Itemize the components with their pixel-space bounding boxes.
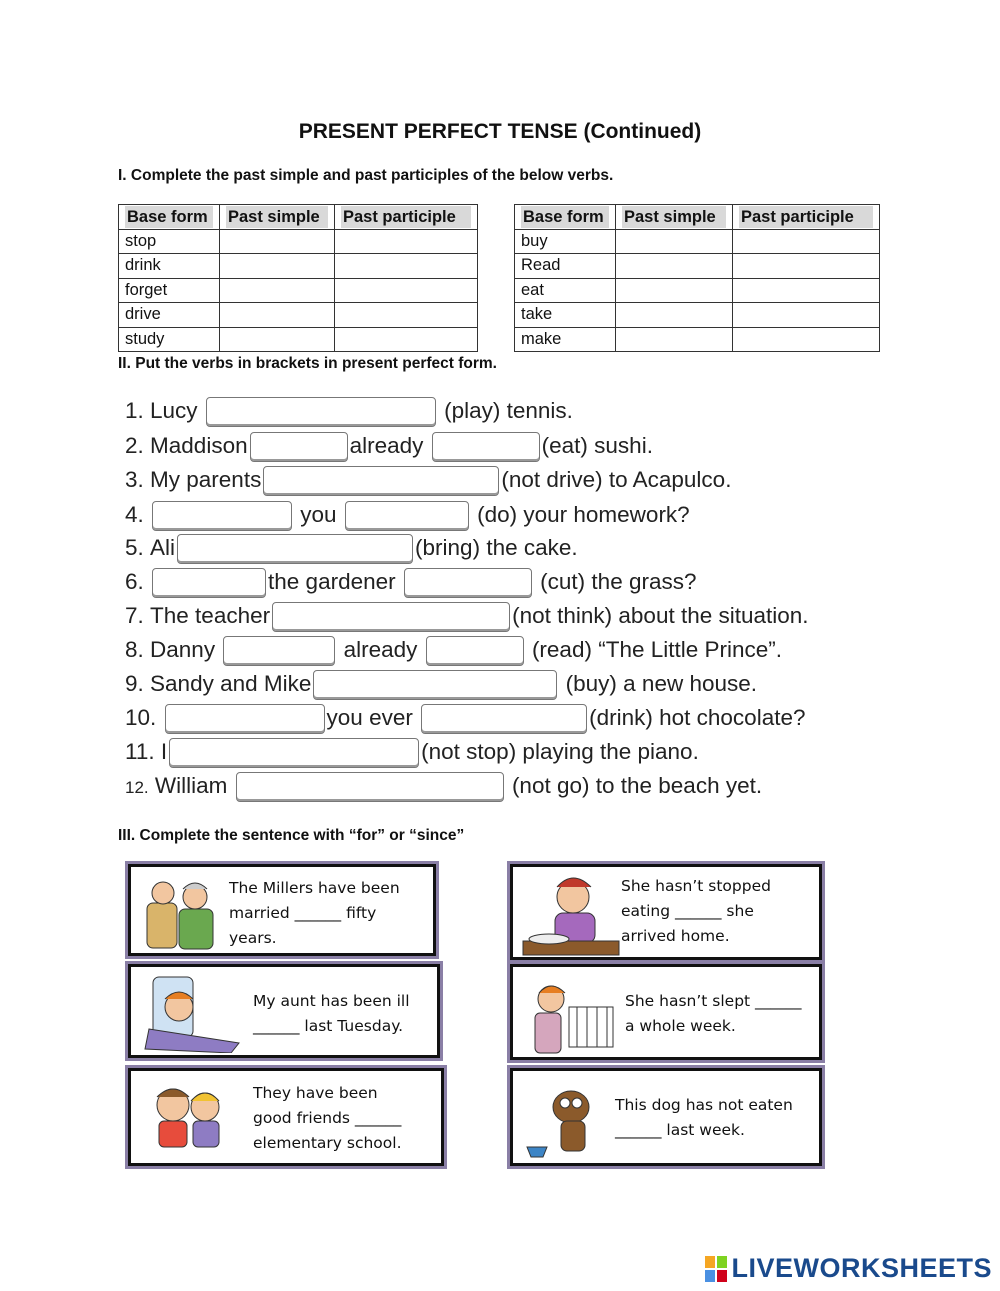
subject-text: The teacher xyxy=(150,603,271,628)
header-base-form: Base form xyxy=(521,206,609,228)
verb-prompt: (not drive) to Acapulco. xyxy=(501,467,732,492)
answer-input[interactable] xyxy=(421,704,587,734)
item-number: 4. xyxy=(125,502,144,527)
subject-text: Maddison xyxy=(150,433,248,458)
past-participle-input[interactable] xyxy=(733,278,880,303)
answer-input[interactable] xyxy=(165,704,325,734)
sentence-card-6 xyxy=(510,1068,822,1166)
answer-input[interactable] xyxy=(250,432,348,462)
base-form-cell: drink xyxy=(119,254,220,279)
base-form-cell: make xyxy=(515,327,616,352)
dog-with-bowl-illustration xyxy=(521,1077,617,1163)
subject-text: Sandy and Mike xyxy=(150,671,312,696)
item-number: 2. xyxy=(125,433,144,458)
middle-text: already xyxy=(343,637,418,662)
section-3-heading: III. Complete the sentence with “for” or “since” xyxy=(118,827,465,844)
middle-text: you ever xyxy=(326,705,413,730)
item-number: 9. xyxy=(125,671,144,696)
item-number: 5. xyxy=(125,535,144,560)
middle-text: you xyxy=(300,502,337,527)
sentence-card-2 xyxy=(510,864,822,960)
header-past-participle: Past participle xyxy=(739,206,873,228)
past-simple-input[interactable] xyxy=(616,303,733,328)
past-simple-input[interactable] xyxy=(220,278,335,303)
item-number: 8. xyxy=(125,637,144,662)
item-number: 3. xyxy=(125,467,144,492)
exercise-line-7 xyxy=(125,599,809,633)
page-title: PRESENT PERFECT TENSE (Continued) xyxy=(298,120,702,143)
answer-input[interactable] xyxy=(206,397,436,427)
past-simple-input[interactable] xyxy=(616,327,733,352)
verb-prompt: (read) “The Little Prince”. xyxy=(531,637,783,662)
subject-text: My parents xyxy=(150,467,262,492)
table-row xyxy=(515,254,880,279)
subject-text: William xyxy=(154,773,228,798)
verb-prompt: (not go) to the beach yet. xyxy=(511,773,763,798)
past-simple-input[interactable] xyxy=(220,254,335,279)
item-number: 11. xyxy=(125,739,155,764)
past-participle-input[interactable] xyxy=(733,254,880,279)
header-past-simple: Past simple xyxy=(622,206,726,228)
sentence-card-5 xyxy=(128,1068,444,1166)
base-form-cell: buy xyxy=(515,229,616,254)
verb-prompt: (not think) about the situation. xyxy=(512,603,809,628)
verb-prompt: (drink) hot chocolate? xyxy=(589,705,806,730)
friends-running-illustration xyxy=(139,1077,239,1163)
sentence-text: She hasn’t slept ______ a whole week. xyxy=(625,992,802,1035)
verb-prompt: (eat) sushi. xyxy=(541,433,653,458)
answer-input[interactable] xyxy=(426,636,524,666)
header-base-form: Base form xyxy=(125,206,213,228)
answer-input[interactable] xyxy=(404,568,532,598)
past-participle-input[interactable] xyxy=(335,229,478,254)
past-participle-input[interactable] xyxy=(733,229,880,254)
header-past-simple: Past simple xyxy=(226,206,328,228)
base-form-cell: eat xyxy=(515,278,616,303)
verb-prompt: (cut) the grass? xyxy=(540,569,697,594)
base-form-cell: study xyxy=(119,327,220,352)
exercise-line-4 xyxy=(125,498,690,532)
exercise-line-12 xyxy=(125,769,762,803)
table-row xyxy=(119,254,478,279)
base-form-cell: Read xyxy=(515,254,616,279)
exercise-line-1 xyxy=(125,394,573,428)
sentence-text: She hasn’t stopped eating ______ she arrived home. xyxy=(621,877,771,945)
past-participle-input[interactable] xyxy=(335,254,478,279)
past-participle-input[interactable] xyxy=(335,278,478,303)
base-form-cell: take xyxy=(515,303,616,328)
table-row xyxy=(119,327,478,352)
past-participle-input[interactable] xyxy=(335,327,478,352)
table-row xyxy=(119,229,478,254)
middle-text: already xyxy=(349,433,424,458)
elderly-couple-illustration xyxy=(139,873,229,953)
subject-text: Ali xyxy=(150,535,176,560)
exercise-line-6 xyxy=(125,565,697,599)
sentence-card-4 xyxy=(510,964,822,1060)
verb-table-left xyxy=(118,204,478,352)
logo-tiles-icon xyxy=(705,1256,727,1282)
exercise-line-8 xyxy=(125,633,782,667)
exercise-line-5 xyxy=(125,531,578,565)
sentence-text: They have been good friends ______ elementary school. xyxy=(253,1084,402,1152)
verb-prompt: (do) your homework? xyxy=(477,502,690,527)
logo-text: LIVEWORKSHEETS xyxy=(731,1253,992,1283)
sentence-card-1 xyxy=(128,864,436,956)
answer-input[interactable] xyxy=(152,501,292,531)
sentence-text: My aunt has been ill ______ last Tuesday. xyxy=(253,992,410,1035)
sick-aunt-illustration xyxy=(139,973,243,1053)
table-row xyxy=(515,229,880,254)
answer-input[interactable] xyxy=(313,670,557,700)
past-participle-input[interactable] xyxy=(335,303,478,328)
header-past-participle: Past participle xyxy=(341,206,471,228)
exercise-line-9 xyxy=(125,667,757,701)
past-simple-input[interactable] xyxy=(616,254,733,279)
answer-input[interactable] xyxy=(169,738,419,768)
base-form-cell: stop xyxy=(119,229,220,254)
item-number: 7. xyxy=(125,603,144,628)
verb-prompt: (not stop) playing the piano. xyxy=(421,739,699,764)
exercise-line-11 xyxy=(125,735,699,769)
item-number: 1. xyxy=(125,398,144,423)
answer-input[interactable] xyxy=(152,568,266,598)
exercise-line-10 xyxy=(125,701,806,735)
table-row xyxy=(515,303,880,328)
answer-input[interactable] xyxy=(263,466,499,496)
table-row xyxy=(515,327,880,352)
verb-prompt: (buy) a new house. xyxy=(565,671,758,696)
subject-text: Lucy xyxy=(150,398,198,423)
answer-input[interactable] xyxy=(345,501,469,531)
table-row xyxy=(119,303,478,328)
answer-input[interactable] xyxy=(272,602,510,632)
past-participle-input[interactable] xyxy=(733,303,880,328)
subject-text: I xyxy=(160,739,168,764)
section-2-heading: II. Put the verbs in brackets in present perfect form. xyxy=(118,355,497,372)
past-participle-input[interactable] xyxy=(733,327,880,352)
verb-prompt: (bring) the cake. xyxy=(415,535,578,560)
sentence-text: This dog has not eaten ______ last week. xyxy=(615,1096,793,1139)
table-row xyxy=(119,278,478,303)
answer-input[interactable] xyxy=(177,534,413,564)
base-form-cell: drive xyxy=(119,303,220,328)
middle-text: the gardener xyxy=(268,569,396,594)
tired-woman-crib-illustration xyxy=(521,973,617,1059)
past-simple-input[interactable] xyxy=(220,303,335,328)
exercise-line-3 xyxy=(125,463,731,497)
answer-input[interactable] xyxy=(223,636,335,666)
verb-table-right xyxy=(514,204,880,352)
subject-text: Danny xyxy=(150,637,216,662)
item-number: 6. xyxy=(125,569,144,594)
sentence-card-3 xyxy=(128,964,440,1058)
sentence-text: The Millers have been married ______ fifty years. xyxy=(229,879,400,947)
exercise-line-2 xyxy=(125,429,653,463)
answer-input[interactable] xyxy=(432,432,540,462)
base-form-cell: forget xyxy=(119,278,220,303)
item-number: 10. xyxy=(125,705,157,730)
table-row xyxy=(515,278,880,303)
woman-eating-illustration xyxy=(521,873,621,959)
section-1-heading: I. Complete the past simple and past participles of the below verbs. xyxy=(118,167,614,184)
verb-prompt: (play) tennis. xyxy=(444,398,573,423)
past-simple-input[interactable] xyxy=(616,229,733,254)
answer-input[interactable] xyxy=(236,772,504,802)
past-simple-input[interactable] xyxy=(616,278,733,303)
liveworksheets-logo xyxy=(705,1253,992,1284)
past-simple-input[interactable] xyxy=(220,229,335,254)
past-simple-input[interactable] xyxy=(220,327,335,352)
item-number: 12. xyxy=(125,778,149,797)
